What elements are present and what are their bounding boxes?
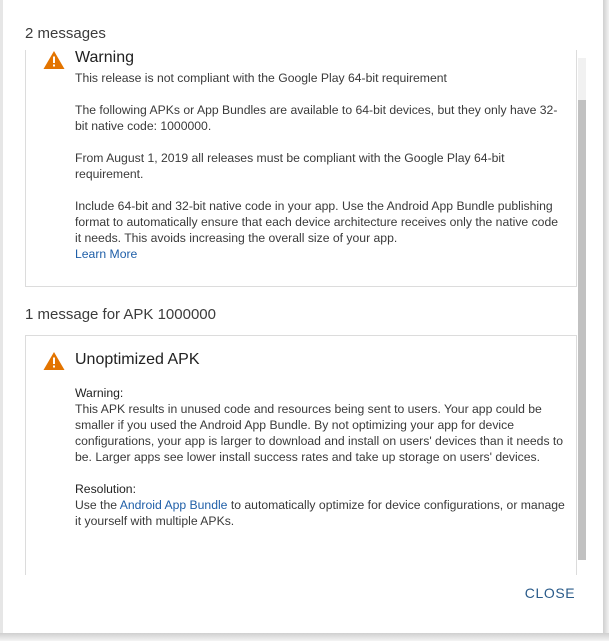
warning-card-title: Warning: [75, 49, 134, 66]
warning-card-body: [75, 70, 565, 262]
apk-warning-text: This APK results in unused code and resources being sent to users. Your app could be smaller if you used the Android App Bundle. By not optimizing your app for device configurations, your app is larger to download and install on users' devices than it needs to be. Larger apps see lower install success rates and take up storage on users' devices.: [75, 402, 564, 464]
apk-warning-label: Warning:: [75, 386, 124, 400]
warning-triangle-icon: [43, 351, 65, 371]
close-button[interactable]: CLOSE: [524, 585, 576, 601]
warning-card: [25, 50, 577, 287]
warning-para-4: [75, 198, 565, 262]
apk-section-title: 1 message for APK 1000000: [25, 306, 216, 323]
resolution-pre-text: Use the: [75, 498, 120, 512]
apk-resolution-label: Resolution:: [75, 482, 136, 496]
warning-para-4-text: Include 64-bit and 32-bit native code in your app. Use the Android App Bundle publishing format to automatically ensure that each device architecture receives only the native code it needs. This avoids increasing the overall size of your app.: [75, 199, 559, 245]
warning-para-2: The following APKs or App Bundles are available to 64-bit devices, but they only have 32-bit native code: 1000000.: [75, 103, 558, 133]
learn-more-link[interactable]: Learn More: [75, 247, 138, 261]
dialog-shadow-right: [603, 0, 609, 641]
dialog-left-edge: [0, 0, 3, 633]
apk-card-title: Unoptimized APK: [75, 351, 200, 368]
dialog-shadow-bottom: [0, 633, 609, 641]
scrollbar-thumb[interactable]: [578, 100, 586, 560]
android-app-bundle-link[interactable]: Android App Bundle: [119, 498, 228, 512]
warning-triangle-icon: [43, 50, 65, 70]
warning-line-1: This release is not compliant with the Google Play 64-bit requirement: [75, 71, 447, 85]
apk-card: [25, 335, 577, 575]
apk-card-body: [75, 385, 565, 529]
warning-para-3: From August 1, 2019 all releases must be compliant with the Google Play 64-bit requirement.: [75, 151, 505, 181]
apk-resolution-text: [75, 497, 565, 529]
dialog-title: 2 messages: [25, 25, 106, 42]
messages-scroll-area[interactable]: [25, 49, 585, 558]
resolution-post-text: to automatically optimize for device configurations, or manage it yourself with multiple APKs.: [75, 498, 565, 528]
